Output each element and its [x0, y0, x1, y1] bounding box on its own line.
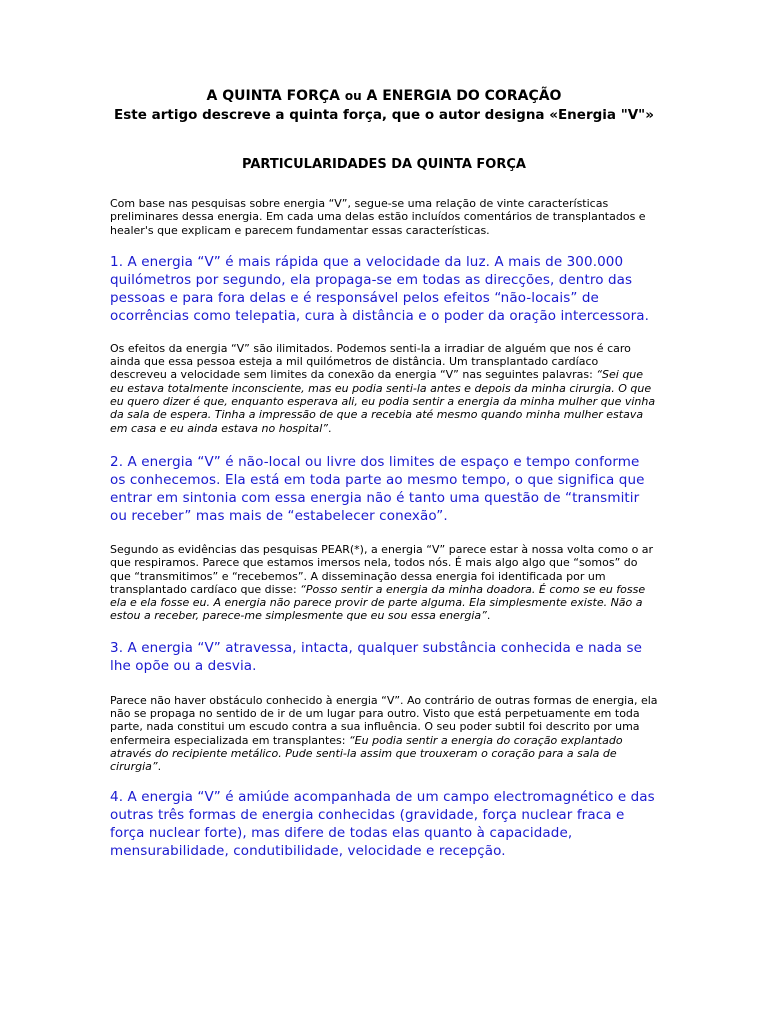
title-part-2: A ENERGIA DO CORAÇÃO	[366, 88, 562, 104]
title-connector: ou	[344, 89, 362, 103]
point-3-quote: “Eu podia sentir a energia do coração explantado através do recipiente metálico. Pude senti-la assim que trouxeram o coração para a sala de cirurgia”	[110, 733, 623, 774]
point-2-heading: 2. A energia “V” é não-local ou livre dos limites de espaço e tempo conforme os conhecemos. Ela está em toda parte ao mesmo tempo, o que significa que entrar em sintonia com essa energia não é tanto uma questão de “transmitir ou receber” mas mais de “estabelecer conexão”.	[110, 453, 645, 524]
document-content	[110, 86, 658, 860]
intro-paragraph: Com base nas pesquisas sobre energia “V”, segue-se uma relação de vinte características preliminares dessa energia. Em cada uma delas estão incluídos comentários de transplantados e healer's que explicam e parecem fundamentar essas características.	[110, 197, 646, 237]
document-title	[110, 86, 658, 106]
point-4-heading: 4. A energia “V” é amiúde acompanhada de um campo electromagnético e das outras três formas de energia conhecidas (gravidade, força nuclear fraca e força nuclear forte), mas difere de todas elas quanto à capacidade, mensurabilidade, condutibilidade, velocidade e recepção.	[110, 788, 655, 859]
point-3-body	[110, 694, 658, 774]
point-3-heading: 3. A energia “V” atravessa, intacta, qualquer substância conhecida e nada se lhe opõe ou a desvia.	[110, 639, 643, 674]
point-2-text: Segundo as evidências das pesquisas PEAR(*), a energia “V” parece estar à nossa volta como o ar que respiramos. Parece que estamos imersos nela, todos nós. É mais algo algo que “somos” do que “transmitimos” e “recebemos”. A disseminação dessa energia foi identificada por um transplantado cardíaco que disse:	[110, 542, 654, 596]
point-3-text: Parece não haver obstáculo conhecido à energia “V”. Ao contrário de outras formas de energia, ela não se propaga no sentido de ir de um lugar para outro. Visto que está perpetuamente em toda parte, nada constitui um escudo contra a sua influência. O seu poder subtil foi descrito por uma enfermeira especializada em transplantes:	[110, 693, 658, 747]
point-2-tail: .	[486, 609, 491, 623]
point-1-text: Os efeitos da energia “V” são ilimitados. Podemos senti-la a irradiar de alguém que nos é caro ainda que essa pessoa esteja a mil quilómetros de distância. Um transplantado cardíaco descreveu a velocidade sem limites da conexão da energia “V” nas seguintes palavras:	[110, 341, 631, 382]
title-part-1: A QUINTA FORÇA	[206, 88, 340, 104]
point-1-body	[110, 342, 658, 435]
document-subtitle: Este artigo descreve a quinta força, que o autor designa «Energia "V"»	[114, 107, 654, 123]
section-heading: PARTICULARIDADES DA QUINTA FORÇA	[242, 157, 526, 172]
point-3-tail: .	[157, 760, 162, 774]
point-2-body	[110, 543, 658, 623]
point-1-heading: 1. A energia “V” é mais rápida que a velocidade da luz. A mais de 300.000 quilómetros por segundo, ela propaga-se em todas as direcções, dentro das pessoas e para fora delas e é responsável pelos efeitos “não-locais” de ocorrências como telepatia, cura à distância e o poder da oração intercessora.	[110, 253, 650, 324]
point-2-quote: “Posso sentir a energia da minha doadora. É como se eu fosse ela e ela fosse eu. A energia não parece provir de parte alguma. Ela simplesmente existe. Não a estou a receber, parece-me simplesmente que eu sou essa energia”	[110, 582, 646, 623]
point-1-tail: .	[328, 421, 332, 435]
point-1-quote: “Sei que eu estava totalmente inconsciente, mas eu podia senti-la antes e depois da minha cirurgia. O que eu quero dizer é que, enquanto esperava ali, eu podia sentir a energia da minha mulher que vinha da sala de espera. Tinha a impressão de que a recebia até mesmo quando minha mulher estava em casa e eu ainda estava no hospital”	[110, 368, 656, 435]
